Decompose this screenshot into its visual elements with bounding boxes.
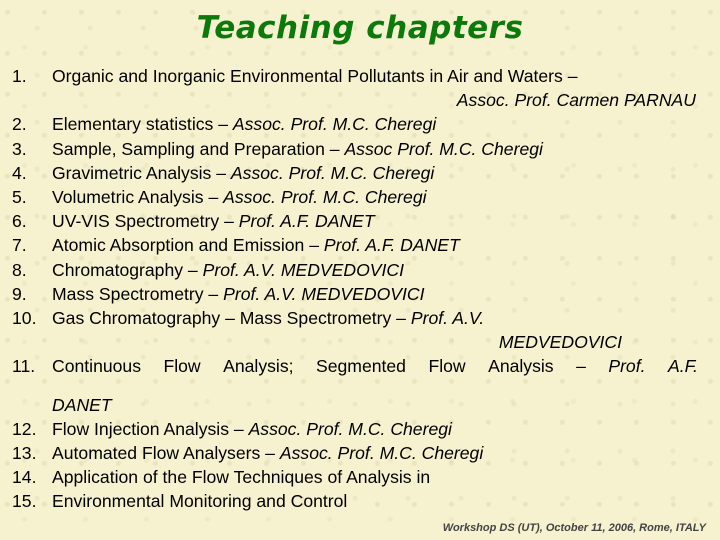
list-item-continuation [12, 393, 702, 417]
item-author: Assoc. Prof. M.C. Cheregi [230, 162, 435, 183]
item-number: 6. [12, 211, 27, 232]
item-author: Assoc. Prof. Carmen PARNAU [456, 90, 696, 111]
item-text-justified [52, 354, 702, 378]
list-item-continuation [12, 330, 702, 354]
item-author: Assoc. Prof. M.C. Cheregi [223, 187, 427, 208]
item-text: Automated Flow Analysers – [52, 443, 280, 464]
list-item [12, 233, 702, 257]
list-item [12, 258, 702, 282]
item-number: 3. [12, 138, 27, 159]
item-text: Flow Injection Analysis – [52, 418, 249, 439]
list-item [12, 441, 702, 465]
item-text: Organic and Inorganic Environmental Pollutants in Air and Waters – [52, 66, 578, 86]
item-word: Segmented [315, 356, 406, 377]
item-author: Prof. A.V. MEDVEDOVICI [202, 259, 405, 280]
list-item [12, 417, 702, 441]
chapter-list [12, 64, 702, 514]
item-author: DANET [52, 394, 112, 415]
item-text: Chromatography – [52, 259, 203, 280]
item-text: Application of the Flow Techniques of Analysis in [52, 467, 431, 488]
item-number: 1. [12, 66, 27, 86]
item-word: Flow [163, 356, 201, 377]
item-author: Assoc. Prof. M.C. Cheregi [232, 114, 437, 135]
item-number: 14. [12, 467, 37, 488]
list-item [12, 489, 702, 513]
item-word: Continuous [52, 356, 142, 377]
spacer [12, 379, 702, 393]
item-author: Prof. A.V. [410, 308, 485, 329]
list-item [12, 282, 702, 306]
item-word: Flow [428, 356, 466, 377]
list-item-continuation [12, 88, 702, 112]
item-text: Gravimetric Analysis – [52, 162, 231, 183]
item-number: 2. [12, 114, 27, 135]
item-number: 9. [12, 283, 27, 304]
item-number: 8. [12, 259, 27, 280]
item-word: Prof. [608, 356, 646, 377]
item-word: Analysis [488, 356, 554, 377]
list-item [12, 354, 702, 378]
item-text: Atomic Absorption and Emission – [52, 235, 324, 256]
item-author: Assoc. Prof. M.C. Cheregi [248, 418, 452, 439]
item-number: 7. [12, 235, 27, 256]
list-item [12, 209, 702, 233]
page-title: Teaching chapters [196, 10, 524, 46]
item-number: 10. [12, 308, 37, 329]
list-item [12, 185, 702, 209]
item-number: 12. [12, 418, 37, 439]
item-text: Environmental Monitoring and Control [52, 491, 348, 512]
item-text: Elementary statistics – [52, 114, 233, 135]
list-item [12, 112, 702, 136]
item-author: Assoc Prof. M.C. Cheregi [344, 138, 543, 159]
item-number: 13. [12, 443, 37, 464]
item-word: – [576, 356, 586, 377]
list-item [12, 137, 702, 161]
item-text: UV-VIS Spectrometry – [52, 211, 239, 232]
item-author: MEDVEDOVICI [498, 332, 622, 353]
item-author: Assoc. Prof. M.C. Cheregi [279, 443, 484, 464]
item-text: Sample, Sampling and Preparation – [52, 138, 345, 159]
item-number: 4. [12, 162, 27, 183]
item-number: 5. [12, 187, 27, 208]
item-number: 11. [12, 356, 36, 377]
item-author: Prof. A.V. MEDVEDOVICI [223, 283, 425, 304]
list-item [12, 306, 702, 330]
item-text: Volumetric Analysis – [52, 187, 224, 208]
item-number: 15. [12, 491, 37, 512]
list-item [12, 64, 702, 88]
item-author: Prof. A.F. DANET [323, 235, 460, 256]
list-item [12, 465, 702, 489]
footer-caption: Workshop DS (UT), October 11, 2006, Rome, ITALY [442, 522, 706, 534]
item-word: Analysis; [223, 356, 294, 377]
item-word: A.F. [667, 356, 698, 377]
item-author: Prof. A.F. DANET [238, 211, 375, 232]
item-text: Mass Spectrometry – [52, 283, 224, 304]
list-item [12, 161, 702, 185]
item-text: Gas Chromatography – Mass Spectrometry – [52, 308, 411, 329]
